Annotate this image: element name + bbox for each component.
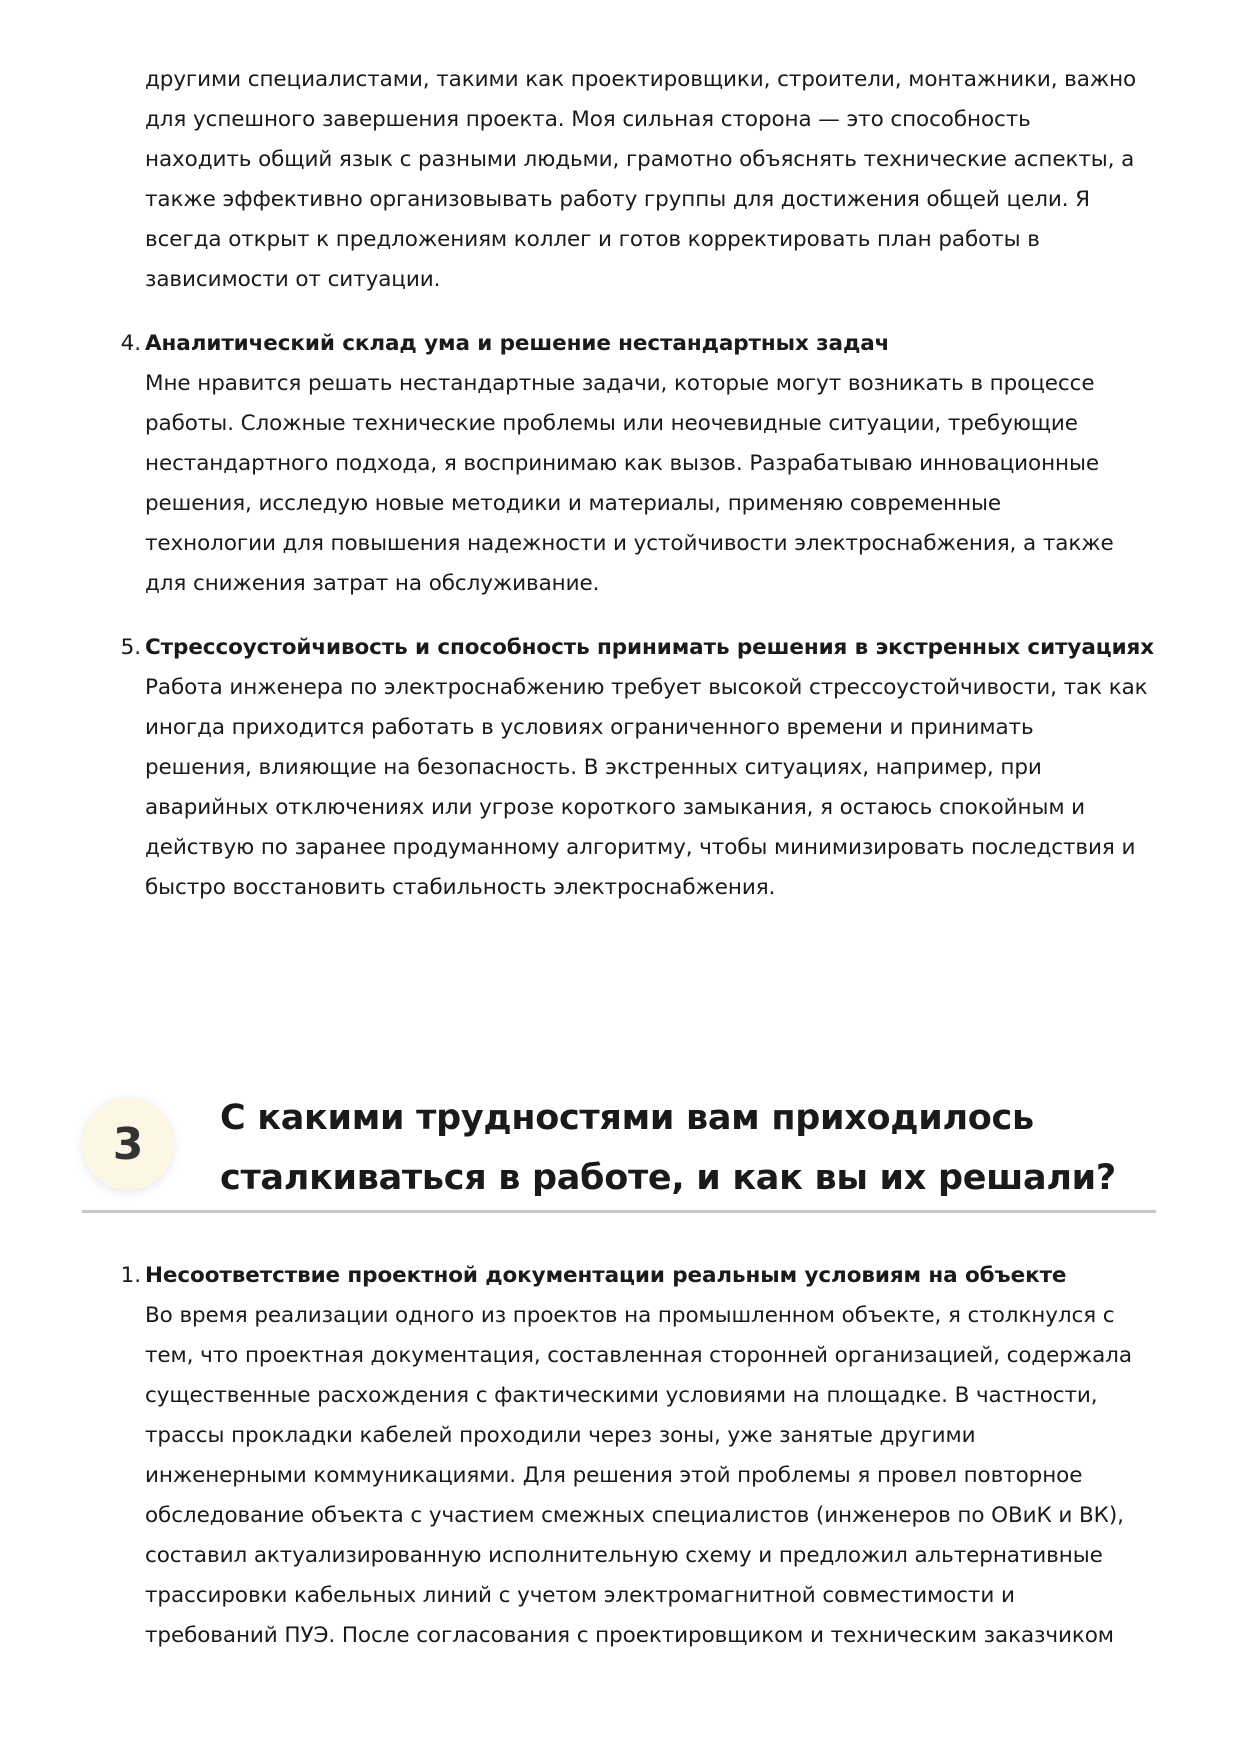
section-number-badge: 3 xyxy=(82,1098,174,1190)
text-line: аварийных отключениях или угрозе короткого замыкания, я остаюсь спокойным и xyxy=(145,795,1086,820)
section-title-line: С какими трудностями вам приходилось xyxy=(220,1098,1034,1138)
list-item xyxy=(120,1256,1175,1656)
text-line: трассы прокладки кабелей проходили через зоны, уже занятые другими xyxy=(145,1423,976,1448)
text-line: трассировки кабельных линий с учетом электромагнитной совместимости и xyxy=(145,1583,1015,1608)
text-line: решения, влияющие на безопасность. В экстренных ситуациях, например, при xyxy=(145,755,1042,780)
list-item xyxy=(120,628,1175,908)
text-line: Мне нравится решать нестандартные задачи, которые могут возникать в процессе xyxy=(145,371,1095,396)
list-number: 1. xyxy=(120,1263,141,1288)
text-line: технологии для повышения надежности и устойчивости электроснабжения, а также xyxy=(145,531,1114,556)
list-item-body xyxy=(145,364,1175,604)
list-item-title: Стрессоустойчивость и способность принимать решения в экстренных ситуациях xyxy=(145,635,1155,660)
text-line: другими специалистами, такими как проектировщики, строители, монтажники, важно xyxy=(145,67,1137,92)
text-line: составил актуализированную исполнительную схему и предложил альтернативные xyxy=(145,1543,1103,1568)
list-item-title: Аналитический склад ума и решение нестандартных задач xyxy=(145,331,890,356)
text-line: обследование объекта с участием смежных специалистов (инженеров по ОВиК и ВК), xyxy=(145,1503,1124,1528)
text-line: Во время реализации одного из проектов на промышленном объекте, я столкнулся с xyxy=(145,1303,1115,1328)
text-line: решения, исследую новые методики и материалы, применяю современные xyxy=(145,491,1002,516)
text-line: быстро восстановить стабильность электроснабжения. xyxy=(145,875,776,900)
text-line: Работа инженера по электроснабжению требует высокой стрессоустойчивости, так как xyxy=(145,675,1148,700)
text-line: для успешного завершения проекта. Моя сильная сторона — это способность xyxy=(145,107,1031,132)
list-item xyxy=(120,324,1175,604)
text-line: нестандартного подхода, я воспринимаю как вызов. Разрабатываю инновационные xyxy=(145,451,1100,476)
list-item-title: Несоответствие проектной документации реальным условиям на объекте xyxy=(145,1263,1067,1288)
text-line: существенные расхождения с фактическими условиями на площадке. В частности, xyxy=(145,1383,1098,1408)
text-line: для снижения затрат на обслуживание. xyxy=(145,571,600,596)
list-item-body xyxy=(145,1296,1175,1656)
list-number: 5. xyxy=(120,635,141,660)
text-line: иногда приходится работать в условиях ограниченного времени и принимать xyxy=(145,715,1034,740)
text-line: зависимости от ситуации. xyxy=(145,267,441,292)
section-title-line: сталкиваться в работе, и как вы их решали? xyxy=(220,1158,1116,1198)
list-number: 4. xyxy=(120,331,141,356)
text-line: действую по заранее продуманному алгоритму, чтобы минимизировать последствия и xyxy=(145,835,1136,860)
list-item-body xyxy=(145,668,1175,908)
text-line: работы. Сложные технические проблемы или неочевидные ситуации, требующие xyxy=(145,411,1078,436)
section-divider xyxy=(82,1210,1156,1213)
text-line: тем, что проектная документация, составленная сторонней организацией, содержала xyxy=(145,1343,1132,1368)
text-line: требований ПУЭ. После согласования с проектировщиком и техническим заказчиком xyxy=(145,1623,1114,1648)
text-line: также эффективно организовывать работу группы для достижения общей цели. Я xyxy=(145,187,1091,212)
section-title xyxy=(220,1088,1180,1208)
continuation-paragraph xyxy=(145,60,1165,300)
text-line: находить общий язык с разными людьми, грамотно объяснять технические аспекты, а xyxy=(145,147,1135,172)
text-line: всегда открыт к предложениям коллег и готов корректировать план работы в xyxy=(145,227,1040,252)
text-line: инженерными коммуникациями. Для решения этой проблемы я провел повторное xyxy=(145,1463,1083,1488)
